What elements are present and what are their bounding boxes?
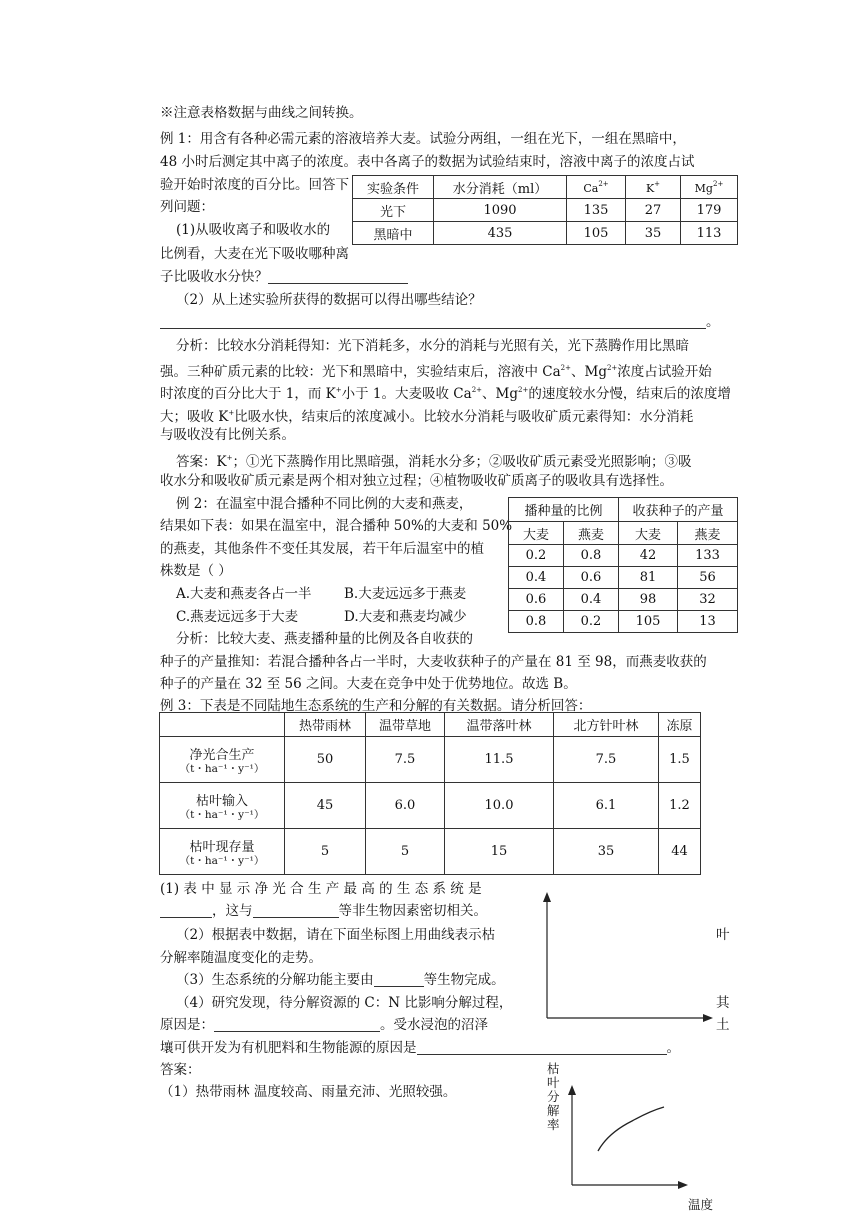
table-row [509,589,738,611]
x-axis-arrow-icon [678,1181,688,1189]
table-cell: 5 [285,829,366,875]
ex1-q1-line3: 子比吸收水分快？ [160,268,408,286]
ex1-q1-line2: 比例看，大麦在光下吸收哪种离 [160,246,349,262]
table-row [509,545,738,567]
row-label: 净光合生产 （t・ha⁻¹・y⁻¹） [160,737,285,783]
option-b[interactable]: B.大麦远远多于燕麦 [344,586,467,602]
table-row [160,783,701,829]
row-label: 枯叶输入 （t・ha⁻¹・y⁻¹） [160,783,285,829]
ex2-line2: 结果如下表：如果在温室中，混合播种 50%的大麦和 50% [160,518,513,534]
ex1-line1: 例 1：用含有各种必需元素的溶液培养大麦。试验分两组，一组在光下，一组在黑暗中， [160,131,686,147]
answer-blank[interactable] [374,972,424,987]
table-cell: 13 [678,611,738,633]
table-cell: 42 [619,545,678,567]
answer-blank[interactable] [160,903,212,918]
table-header: $Mg^{2+}$ [681,176,738,199]
answer-title: 答案： [160,1062,201,1078]
ex1-analysis-3: 时浓度的百分比大于 1，而 K+小于 1。大麦吸收 $Ca^{2+}$、$Mg^{2+}$的速度较水分慢，结束后的浓度增 [160,386,731,402]
row-label: 枯叶现存量 （t・ha⁻¹・y⁻¹） [160,829,285,875]
table-header: 实验条件 [353,176,434,199]
ex3-answer-1: （1）热带雨林 温度较高、雨量充沛、光照较强。 [160,1084,457,1100]
ex1-line3: 验开始时浓度的百分比。回答下 [160,177,349,193]
blank-axes[interactable] [535,888,715,1028]
table-cell: 5 [366,829,445,875]
ex2-analysis-1: 分析：比较大麦、燕麦播种量的比例及各自收获的 [176,631,473,647]
table-header: 温带落叶林 [445,713,554,737]
y-axis-arrow-icon [543,892,551,902]
answer-blank[interactable] [268,269,408,284]
table-row [509,567,738,589]
table-header: 水分消耗（ml） [434,176,567,199]
table-cell: 10.0 [445,783,554,829]
table-cell: 1.2 [659,783,701,829]
option-d[interactable]: D.大麦和燕麦均减少 [344,609,467,625]
table-cell: 50 [285,737,366,783]
table-cell: 435 [434,222,567,245]
intro-note: ※注意表格数据与曲线之间转换。 [160,105,363,121]
answer-blank[interactable] [253,903,339,918]
ex2-line1: 例 2：在温室中混合播种不同比例的大麦和燕麦， [176,496,473,512]
ex3-q4-line1: （4）研究发现，待分解资源的 C：N 比影响分解过程， [176,995,513,1011]
ex1-line4: 列问题： [160,199,214,215]
table-cell: 113 [681,222,738,245]
ex2-line4: 株数是（ ） [160,563,232,579]
table-cell: 15 [445,829,554,875]
answer-blank[interactable] [160,314,706,329]
ex2-analysis-3: 种子的产量在 32 至 56 之间。大麦在竞争中处于优势地位。故选 B。 [160,676,577,692]
table-header: 燕麦 [678,522,738,545]
overflow-char: 土 [716,1017,730,1033]
ex1-q2-blank-line: 。 [160,313,720,331]
table-cell: 35 [626,222,681,245]
ex1-answer-2: 收水分和吸收矿质元素是两个相对独立过程；④植物吸收矿质离子的吸收具有选择性。 [160,473,673,489]
table-cell: 105 [619,611,678,633]
table-cell: 133 [678,545,738,567]
ex3-q3: （3）生态系统的分解功能主要由 等生物完成。 [176,972,505,988]
overflow-char: 叶 [716,927,730,943]
answer-blank[interactable] [417,1040,667,1055]
table-cell: 81 [619,567,678,589]
ex1-q2: （2）从上述实验所获得的数据可以得出哪些结论？ [176,292,482,308]
x-axis-arrow-icon [703,1014,713,1022]
table-cell: 27 [626,199,681,222]
table-cell: 黑暗中 [353,222,434,245]
table-cell: 6.0 [366,783,445,829]
ex3-q2-line2: 分解率随温度变化的走势。 [160,950,322,966]
table-cell: 11.5 [445,737,554,783]
ex1-analysis-5: 与吸收没有比例关系。 [160,427,295,443]
ex1-line2: 48 小时后测定其中离子的浓度。表中各离子的数据为试验结束时，溶液中离子的浓度占试 [160,154,695,170]
table-cell: 44 [659,829,701,875]
table-row [160,829,701,875]
decomposition-curve [598,1107,664,1151]
table-cell: 7.5 [366,737,445,783]
table-cell: 0.8 [564,545,619,567]
table-cell: 0.4 [509,567,564,589]
ex1-analysis-2: 强。三种矿质元素的比较：光下和黑暗中，实验结束后，溶液中 $Ca^{2+}$、$Mg^{2+}$浓度占试验开始 [160,364,712,380]
ex3-q4-line3: 壤可供开发为有机肥料和生物能源的原因是 。 [160,1040,680,1056]
table-cell: 179 [681,199,738,222]
table-cell: 1.5 [659,737,701,783]
ex3-q4-line2: 原因是： 。受水浸泡的沼泽 [160,1017,488,1033]
y-axis-arrow-icon [568,1085,576,1095]
ex3-q1-line2: ，这与 等非生物因素密切相关。 [160,902,487,920]
table-cell: 7.5 [554,737,659,783]
table-cell: 0.2 [509,545,564,567]
table-group-header: 收获种子的产量 [619,498,738,522]
answer-graph [560,1085,690,1195]
table-cell: 135 [567,199,626,222]
ex1-answer-1: 答案：K+；①光下蒸腾作用比黑暗强，消耗水分多；②吸收矿质元素受光照影响；③吸 [176,454,692,470]
option-a[interactable]: A.大麦和燕麦各占一半 [176,586,312,602]
table-cell: 光下 [353,199,434,222]
option-c[interactable]: C.燕麦远远多于大麦 [176,609,299,625]
table-cell: 32 [678,589,738,611]
table-cell: 0.6 [564,567,619,589]
table-header: 北方针叶林 [554,713,659,737]
table-corner [160,713,285,737]
table-row [509,611,738,633]
table-row [160,737,701,783]
answer-graph-ylabel: 枯叶分解率 [547,1061,560,1132]
ex1-q1-line1: (1)从吸收离子和吸收水的 [176,222,331,238]
overflow-char: 其 [716,995,730,1011]
table-cell: 6.1 [554,783,659,829]
table-row [353,222,738,245]
ex3-q1-line1: (1) 表 中 显 示 净 光 合 生 产 最 高 的 生 态 系 统 是 [160,881,482,897]
table-group-header: 播种量的比例 [509,498,619,522]
ex1-analysis-4: 大；吸收 K+比吸水快，结束后的浓度减小。比较水分消耗与吸收矿质元素得知：水分消耗 [160,409,694,425]
answer-blank[interactable] [214,1017,380,1032]
table-cell: 35 [554,829,659,875]
answer-graph-xlabel: 温度 [688,1197,714,1212]
ex1-table [352,175,738,245]
table-header: 大麦 [619,522,678,545]
table-header: 燕麦 [564,522,619,545]
table-header: 大麦 [509,522,564,545]
table-header: 冻原 [659,713,701,737]
table-cell: 105 [567,222,626,245]
table-cell: 45 [285,783,366,829]
table-cell: 1090 [434,199,567,222]
table-cell: 56 [678,567,738,589]
table-header: K+ [626,176,681,199]
ex2-analysis-2: 种子的产量推知：若混合播种各占一半时，大麦收获种子的产量在 81 至 98，而燕麦收获的 [160,654,707,670]
table-header: 热带雨林 [285,713,366,737]
table-header: $Ca^{2+}$ [567,176,626,199]
ex3-line1: 例 3：下表是不同陆地生态系统的生产和分解的有关数据。请分析回答： [160,698,592,714]
table-row [353,199,738,222]
table-cell: 0.2 [564,611,619,633]
table-cell: 0.6 [509,589,564,611]
table-cell: 0.8 [509,611,564,633]
ex2-table [508,497,738,633]
ex3-table [159,712,701,875]
ex1-analysis-1: 分析：比较水分消耗得知：光下消耗多，水分的消耗与光照有关，光下蒸腾作用比黑暗 [176,338,689,354]
table-cell: 98 [619,589,678,611]
ex3-q2-line1: （2）根据表中数据，请在下面坐标图上用曲线表示枯 [176,927,496,943]
table-cell: 0.4 [564,589,619,611]
table-header: 温带草地 [366,713,445,737]
ex2-line3: 的燕麦，其他条件不变任其发展，若干年后温室中的植 [160,541,484,557]
